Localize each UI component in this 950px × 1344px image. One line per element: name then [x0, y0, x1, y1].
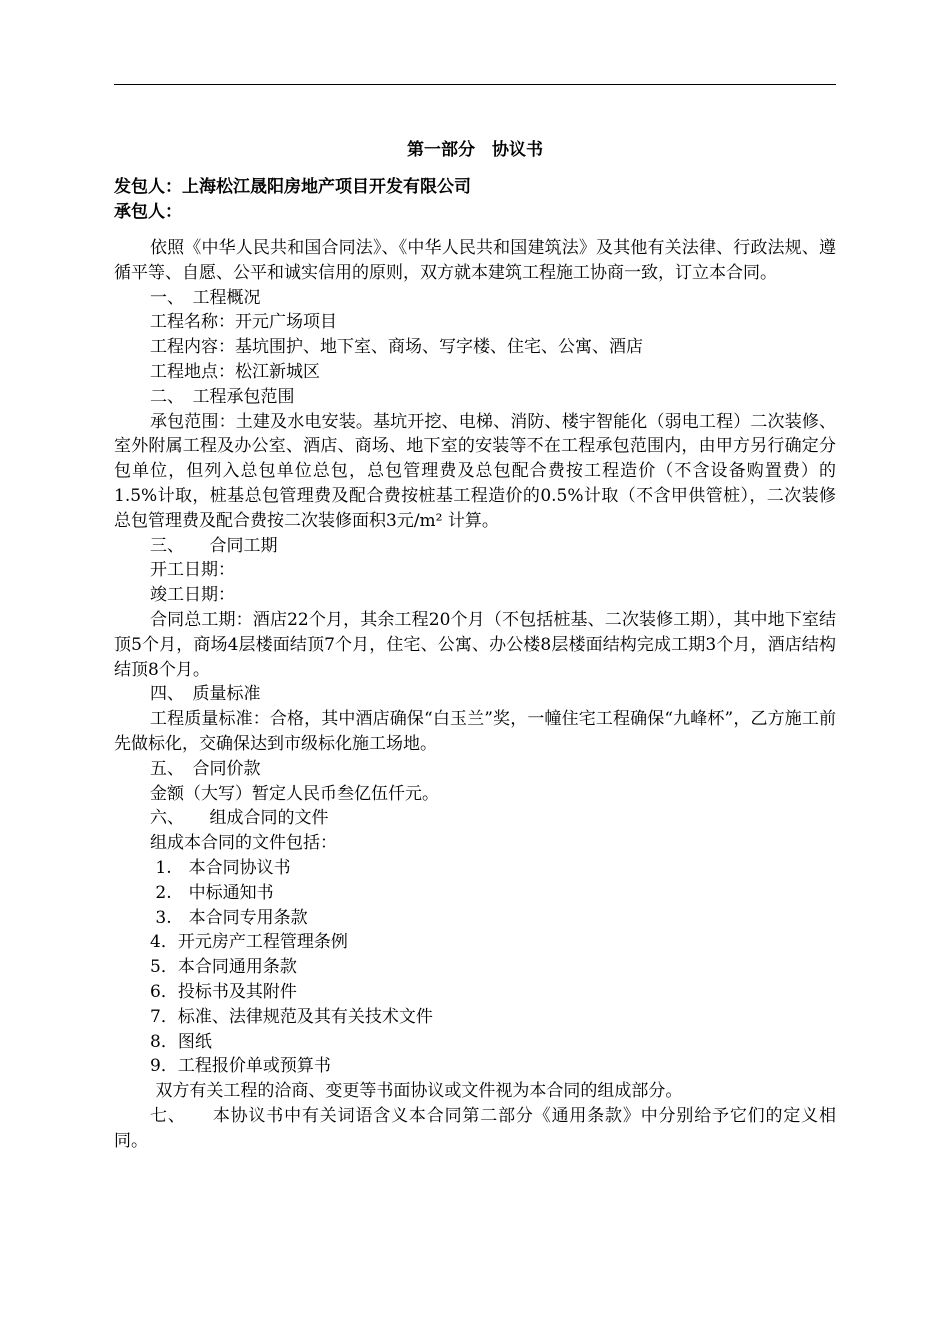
list-item: 1. 本合同协议书: [150, 857, 291, 878]
section-5-heading: 五、 合同价款: [150, 758, 261, 779]
list-item: 6．投标书及其附件: [150, 981, 297, 1002]
document-title: 第一部分 协议书: [407, 140, 543, 160]
list-item: 9．工程报价单或预算书: [150, 1056, 331, 1077]
start-date: 开工日期：: [150, 560, 235, 581]
employer-line: 发包人：上海松江晟阳房地产项目开发有限公司: [114, 177, 471, 197]
header-rule: [114, 84, 836, 85]
scope-paragraph: 承包范围：土建及水电安装。基坑开挖、电梯、消防、楼宇智能化（弱电工程）二次装修、室外附属工程及办公室、酒店、商场、地下室的安装等不在工程承包范围内，由甲方另行确定分包单位，但列入总包单位总包，总包管理费及总包配合费按工程造价（不含设备购置费）的1.5%计取，桩基总包管理费及配合费按桩基工程造价的0.5%计取（不含甲供管桩），二次装修总包管理费及配合费按二次装修面积3元/m² 计算。: [114, 411, 836, 531]
list-item: 4．开元房产工程管理条例: [150, 932, 348, 953]
total-duration: 合同总工期：酒店22个月，其余工程20个月（不包括桩基、二次装修工期），其中地下室结顶5个月，商场4层楼面结顶7个月，住宅、公寓、办公楼8层楼面结构完成工期3个月，酒店结构结顶8个月。: [114, 609, 836, 680]
project-location: 工程地点：松江新城区: [150, 361, 320, 382]
section-7-paragraph: 七、 本协议书中有关词语含义本合同第二部分《通用条款》中分别给予它们的定义相同。: [114, 1105, 836, 1151]
list-item: 8．图纸: [150, 1031, 212, 1052]
contract-amount: 金额（大写）暂定人民币叁亿伍仟元。: [150, 783, 439, 804]
documents-intro: 组成本合同的文件包括：: [150, 833, 337, 854]
list-item: 3. 本合同专用条款: [150, 907, 308, 928]
intro-paragraph: 依照《中华人民共和国合同法》、《中华人民共和国建筑法》及其他有关法律、行政法规、遵循平等、自愿、公平和诚实信用的原则，双方就本建筑工程施工协商一致，订立本合同。: [114, 238, 836, 283]
project-name: 工程名称：开元广场项目: [150, 312, 337, 333]
completion-date: 竣工日期：: [150, 585, 235, 606]
quality-standard: 工程质量标准：合格，其中酒店确保“白玉兰”奖，一幢住宅工程确保“九峰杯”，乙方施工前先做标化，交确保达到市级标化施工场地。: [114, 709, 836, 754]
list-item: 5．本合同通用条款: [150, 957, 297, 978]
contractor-line: 承包人：: [114, 202, 182, 222]
agreement-body: [114, 236, 836, 1153]
list-item: 2. 中标通知书: [150, 882, 274, 903]
section-4-heading: 四、 质量标准: [150, 684, 261, 705]
section-1-heading: 一、 工程概况: [150, 287, 261, 308]
project-content: 工程内容：基坑围护、地下室、商场、写字楼、住宅、公寓、酒店: [150, 337, 643, 358]
section-2-heading: 二、 工程承包范围: [150, 386, 295, 407]
section-6-heading: 六、 组成合同的文件: [150, 808, 329, 829]
section-3-heading: 三、 合同工期: [150, 535, 278, 556]
documents-closing: 双方有关工程的洽商、变更等书面协议或文件视为本合同的组成部分。: [150, 1081, 683, 1102]
list-item: 7．标准、法律规范及其有关技术文件: [150, 1006, 433, 1027]
